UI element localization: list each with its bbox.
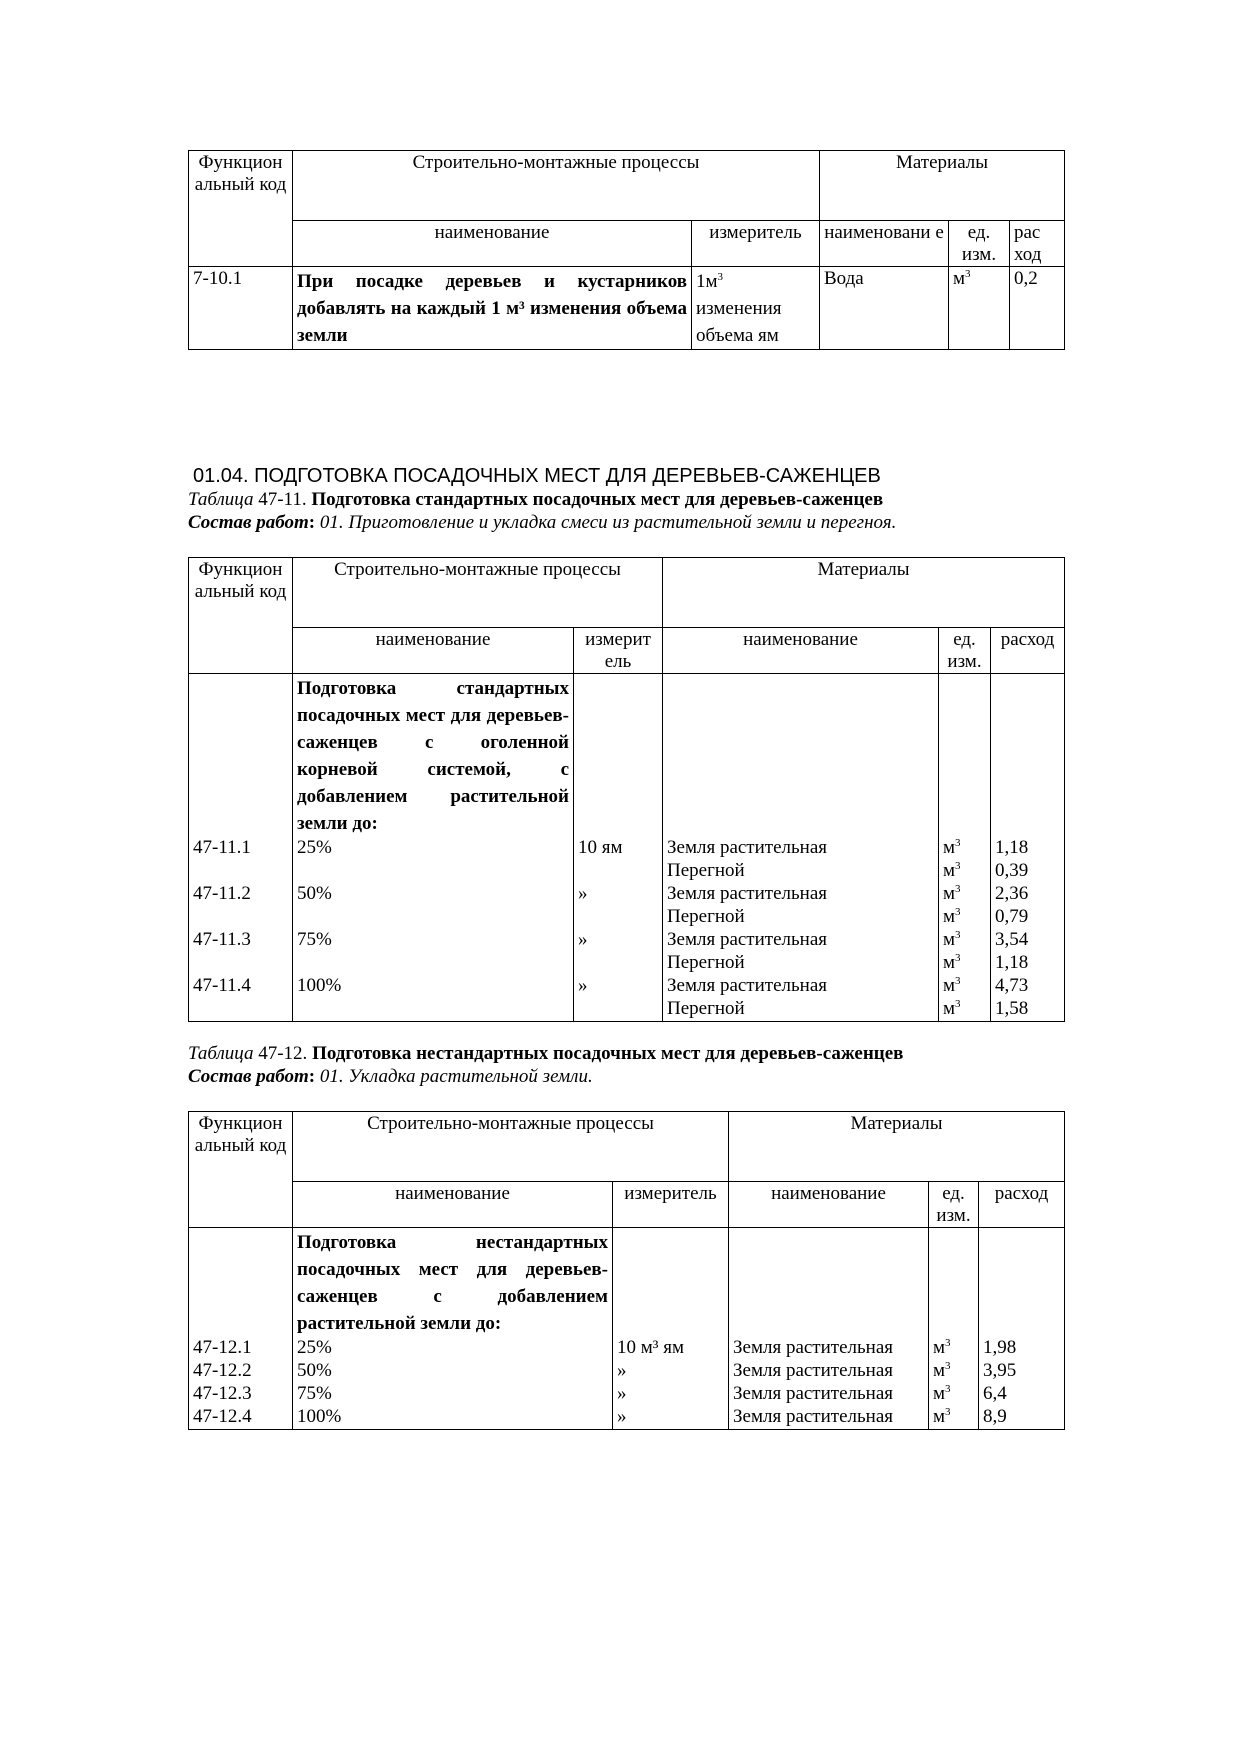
header-material-name: наименовани е: [820, 221, 949, 267]
header-code: Функцион альный код: [189, 151, 293, 267]
values-column: 1,18 0,39 2,36 0,79 3,54 1,18 4,73 1,58: [991, 674, 1065, 1022]
units-column: $м^3$ $м^3$ $м^3$ $м^3$ $м^3$ $м^3$ $м^3$ $м^3$: [939, 674, 991, 1022]
table-47-12: [188, 1111, 1065, 1430]
row-name: При посадке деревьев и кустарников добавлять на каждый 1 м³ изменения объема земли: [293, 267, 692, 350]
table-47-11-caption: Таблица 47-11. Подготовка стандартных посадочных мест для деревьев-саженцев: [188, 489, 884, 510]
row-value: 0,2: [1010, 267, 1065, 350]
names-column: Подготовка стандартных посадочных мест для деревьев-саженцев с оголенной корневой системой, с добавлением растительной земли до: 25% 50% 75% 100%: [293, 674, 574, 1022]
measures-column: 10 ям » » »: [574, 674, 663, 1022]
header-processes: Строительно-монтажные процессы: [293, 151, 820, 221]
header-code: Функцион альный код: [189, 1112, 293, 1228]
values-column: 1,98 3,95 6,4 8,9: [979, 1228, 1065, 1430]
header-unit: ед. изм.: [939, 628, 991, 674]
header-unit: ед. изм.: [929, 1182, 979, 1228]
header-measure: измеритель: [692, 221, 820, 267]
table-47-12-work-composition: Состав работ: 01. Укладка растительной земли.: [188, 1066, 593, 1087]
row-material: Вода: [820, 267, 949, 350]
codes-column: 47-11.1 47-11.2 47-11.3 47-11.4: [189, 674, 293, 1022]
table-47-12-caption: Таблица 47-12. Подготовка нестандартных посадочных мест для деревьев-саженцев: [188, 1043, 904, 1064]
codes-column: 47-12.1 47-12.2 47-12.3 47-12.4: [189, 1228, 293, 1430]
header-consumption: расход: [979, 1182, 1065, 1228]
group-title: Подготовка нестандартных посадочных мест для деревьев-саженцев с добавлением растительной земли до:: [297, 1232, 608, 1334]
materials-column: Земля растительная Перегной Земля растительная Перегной Земля растительная Перегной Земля растительная Перегной: [663, 674, 939, 1022]
header-consumption: расход: [991, 628, 1065, 674]
header-materials: Материалы: [820, 151, 1065, 221]
header-measure: измеритель: [613, 1182, 729, 1228]
header-name: наименование: [293, 1182, 613, 1228]
header-name: наименование: [293, 221, 692, 267]
header-materials: Материалы: [663, 558, 1065, 628]
header-materials: Материалы: [729, 1112, 1065, 1182]
measures-column: 10 м³ ям » » »: [613, 1228, 729, 1430]
header-code: Функцион альный код: [189, 558, 293, 674]
header-name: наименование: [293, 628, 574, 674]
group-title: Подготовка стандартных посадочных мест для деревьев-саженцев с оголенной корневой системой, с добавлением растительной земли до:: [297, 678, 569, 834]
units-column: $м^3$ $м^3$ $м^3$ $м^3$: [929, 1228, 979, 1430]
header-processes: Строительно-монтажные процессы: [293, 558, 663, 628]
header-consumption: рас ход: [1010, 221, 1065, 267]
row-code: 7-10.1: [189, 267, 293, 350]
header-measure: измерит ель: [574, 628, 663, 674]
header-unit: ед. изм.: [949, 221, 1010, 267]
row-measure: $1м^3$ изменения объема ям: [692, 267, 820, 350]
table-47-11-work-composition: Состав работ: 01. Приготовление и укладка смеси из растительной земли и перегноя.: [188, 512, 897, 533]
materials-column: Земля растительная Земля растительная Земля растительная Земля растительная: [729, 1228, 929, 1430]
names-column: Подготовка нестандартных посадочных мест для деревьев-саженцев с добавлением растительной земли до: 25% 50% 75% 100%: [293, 1228, 613, 1430]
table-47-11: [188, 557, 1065, 1022]
row-unit: $м^3$: [949, 267, 1010, 350]
header-material-name: наименование: [663, 628, 939, 674]
section-heading: 01.04. ПОДГОТОВКА ПОСАДОЧНЫХ МЕСТ ДЛЯ ДЕРЕВЬЕВ-САЖЕНЦЕВ: [193, 465, 881, 487]
table-7-10: [188, 150, 1065, 350]
header-material-name: наименование: [729, 1182, 929, 1228]
header-processes: Строительно-монтажные процессы: [293, 1112, 729, 1182]
